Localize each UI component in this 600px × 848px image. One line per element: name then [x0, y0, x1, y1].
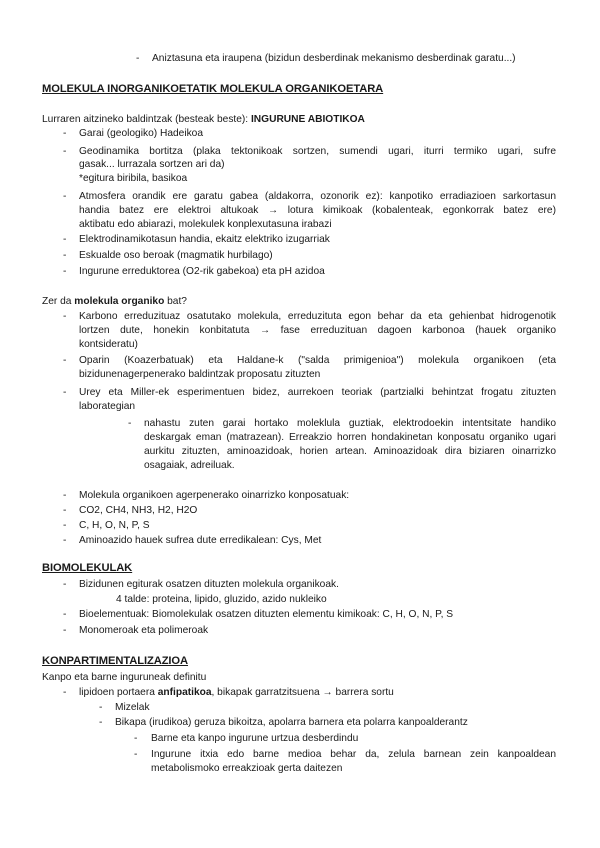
list-dash: - — [63, 266, 67, 277]
list-dash: - — [63, 520, 67, 531]
list-item-cont: aktibatu edo abiarazi, molekulek konplexutasuna irabazi — [79, 219, 332, 230]
list-item: Bizidunen egiturak osatzen dituzten molekula organikoak. — [79, 579, 339, 590]
sub-sub-list-item: Barne eta kanpo ingurune urtzua desberdindu — [151, 733, 359, 744]
list-dash: - — [134, 749, 138, 760]
list-item: lipidoen portaera anfipatikoa, bikapak garratzitsuena → barrera sortu — [79, 687, 394, 698]
list-dash: - — [63, 609, 67, 620]
list-item: Geodinamika bortitza (plaka tektonikoak sortzen, sumendi ugari, iturri termiko ugari, sufre — [79, 146, 556, 157]
list-item: Monomeroak eta polimeroak — [79, 625, 209, 636]
list-dash: - — [128, 418, 132, 429]
sub-list-item: nahastu zuten garai hortako moleklula guztiak, elektrodoekin intentsitate handiko — [144, 418, 556, 429]
list-item: Oparin (Koazerbatuak) eta Haldane-k ("salda primigenioa") molekula organikoen (eta — [79, 355, 556, 366]
list-item: Molekula organikoen agerpenerako oinarrizko konposatuak: — [79, 490, 350, 501]
list-item: CO2, CH4, NH3, H2, H2O — [79, 505, 198, 516]
sub-list-item-cont: aurkitu zituzten, aminoazidoak, horien artean. Aminoazidoak dira biziaren oinarrizko — [144, 446, 556, 457]
list-dash: - — [63, 535, 67, 546]
list-item-note: *egitura biribila, basikoa — [79, 173, 188, 184]
list-item: Karbono erreduzituaz osatutako molekula, erreduzituta egon behar da eta gehienbat hidrogenotik — [79, 311, 556, 322]
sub-list-item-cont: deskargak eman (matrazean). Erreakzio horren hondakinetan konposatu organiko ugari — [144, 432, 556, 443]
section-heading-biomolekulak: BIOMOLEKULAK — [42, 562, 133, 574]
section-heading-konpartimentalizazioa: KONPARTIMENTALIZAZIOA — [42, 655, 189, 667]
list-item: Elektrodinamikotasun handia, ekaitz elektriko izugarriak — [79, 234, 330, 245]
intro-text: Kanpo eta barne inguruneak definitu — [42, 672, 207, 683]
list-dash: - — [99, 702, 103, 713]
list-item-cont: handia batez ere elektroi altukoak → lotura kimikoak (kobalenteak, egonkorrak batez ere) — [79, 205, 556, 216]
list-dash: - — [134, 733, 138, 744]
list-dash: - — [63, 250, 67, 261]
list-dash: - — [63, 387, 67, 398]
sub-sub-list-item: Ingurune itxia edo barne medioa behar da, zelula barnean zein kanpoaldean — [151, 749, 556, 760]
list-item-cont: bizidunenagerpenerako baldintzak proposatu zituzten — [79, 369, 321, 380]
list-dash: - — [63, 311, 67, 322]
list-item-cont: kontsideratu) — [79, 339, 138, 350]
list-item: Eskualde oso beroak (magmatik hurbilago) — [79, 250, 273, 261]
list-dash: - — [63, 355, 67, 366]
list-dash: - — [63, 490, 67, 501]
list-item-cont: laborategian — [79, 401, 136, 412]
section-heading-molekula: MOLEKULA INORGANIKOETATIK MOLEKULA ORGANIKOETARA — [42, 83, 384, 95]
list-item: Bioelementuak: Biomolekulak osatzen dituzten elementu kimikoak: C, H, O, N, P, S — [79, 609, 454, 620]
sub-list-item-cont: osagaiak, adreiluak. — [144, 460, 235, 471]
list-dash: - — [63, 505, 67, 516]
list-dash: - — [63, 146, 67, 157]
list-dash: - — [63, 191, 67, 202]
list-dash: - — [99, 717, 103, 728]
list-item: Atmosfera orandik ere garatu gabea (aldakorra, ozonorik ez): kanpotiko erradiazioen sarkortasun — [79, 191, 556, 202]
list-item: Aminoazido hauek sufrea dute erredikalean: Cys, Met — [79, 535, 322, 546]
list-item: Aniztasuna eta iraupena (bizidun desberdinak mekanismo desberdinak garatu...) — [152, 53, 516, 64]
list-dash: - — [63, 579, 67, 590]
intro-text: Lurraren aitzineko baldintzak (besteak beste): INGURUNE ABIOTIKOA — [42, 114, 365, 125]
list-dash: - — [63, 234, 67, 245]
list-item: Urey eta Miller-ek esperimentuen bidez, aurrekoen teoriak (partzialki behintzat frogatu zituzten — [79, 387, 556, 398]
list-item-cont: lortzen dute, honekin konbitatuta → fase erreduzituan dagoen karbonoa (hauek organiko — [79, 325, 556, 336]
sub-sub-list-item-cont: metabolismoko erreakzioak gerta daitezen — [151, 763, 343, 774]
list-dash: - — [136, 53, 140, 64]
list-item-cont: gasak... lurrazala sortzen ari da) — [79, 159, 225, 170]
question-text: Zer da molekula organiko bat? — [42, 296, 187, 307]
sub-list-item: Bikapa (irudikoa) geruza bikoitza, apolarra barnera eta polarra kanpoalderantz — [115, 717, 468, 728]
list-dash: - — [63, 128, 67, 139]
list-dash: - — [63, 625, 67, 636]
list-item: Ingurune erreduktorea (O2-rik gabekoa) eta pH azidoa — [79, 266, 325, 277]
list-item: C, H, O, N, P, S — [79, 520, 150, 531]
list-item: Garai (geologiko) Hadeikoa — [79, 128, 204, 139]
list-item-cont: 4 talde: proteina, lipido, gluzido, azido nukleiko — [116, 594, 327, 605]
sub-list-item: Mizelak — [115, 702, 150, 713]
list-dash: - — [63, 687, 67, 698]
